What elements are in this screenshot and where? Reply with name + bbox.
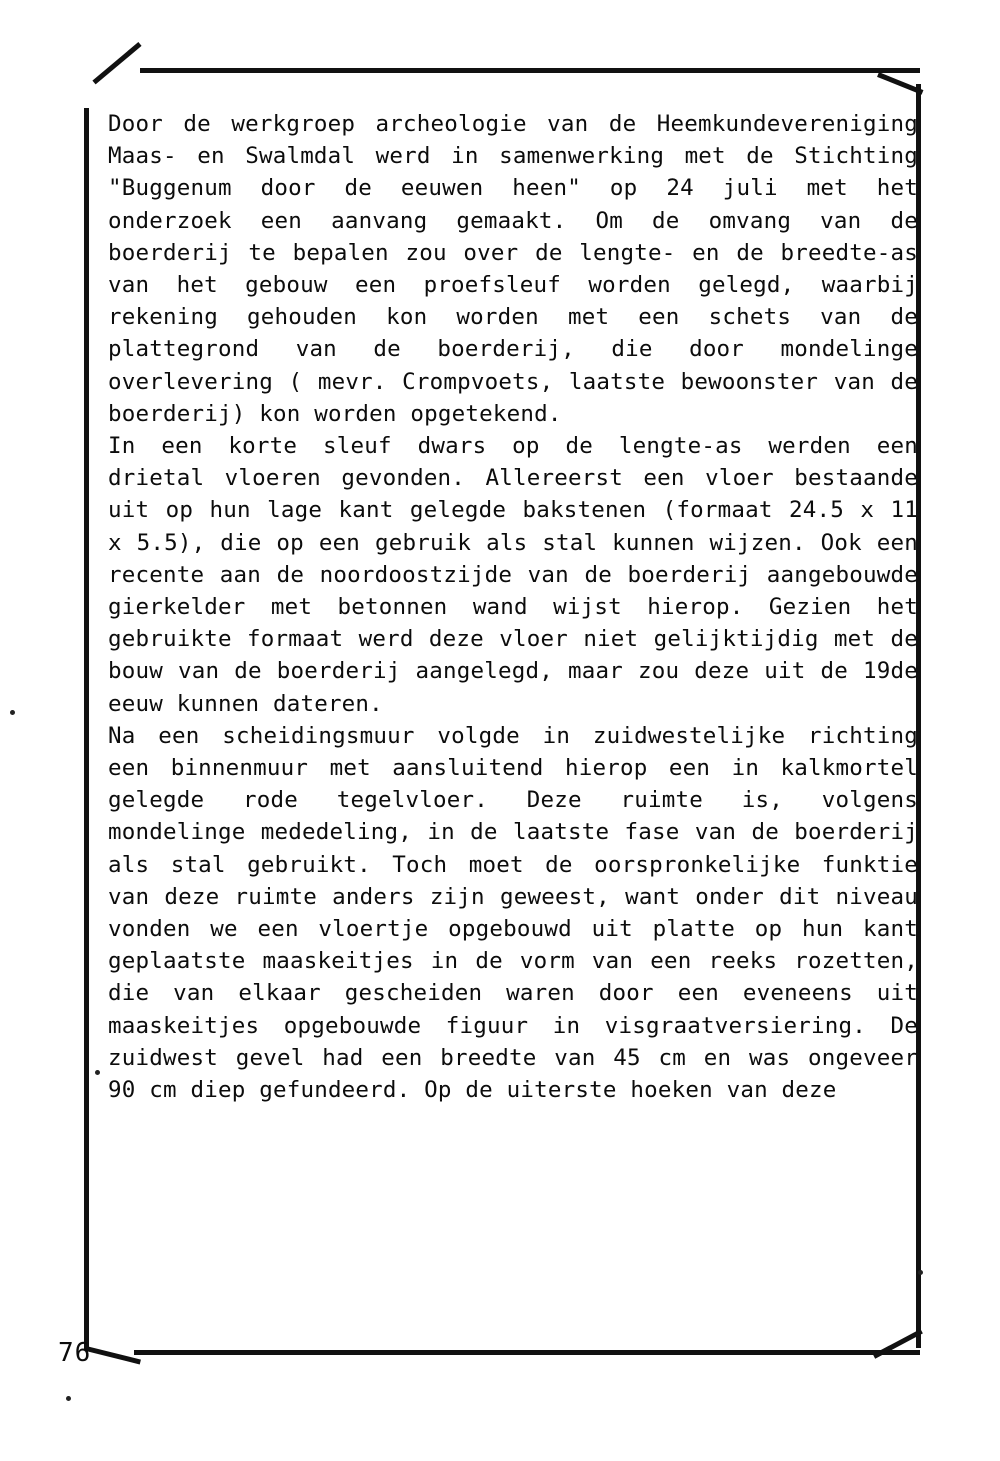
paragraph: Door de werkgroep archeologie van de Heemkundevereniging Maas- en Swalmdal werd in samenwerking met de Stichting "Buggenum door de eeuwen heen" op 24 juli met het onderzoek een aanvang gemaakt. Om de omvang van de boerderij te bepalen zou over de lengte- en de breedte-as van het gebouw een proefsleuf worden gelegd, waarbij rekening gehouden kon worden met een schets van de plattegrond van de boerderij, die door mondelinge overlevering ( mevr. Crompvoets, laatste bewoonster van de boerderij) kon worden opgetekend. — [108, 111, 918, 427]
frame-bottom-line — [134, 1350, 920, 1355]
scan-speck — [66, 1396, 71, 1401]
paragraph: Na een scheidingsmuur volgde in zuidwestelijke richting een binnenmuur met aansluitend hierop een in kalkmortel gelegde rode tegelvloer. Deze ruimte is, volgens mondelinge mededeling, in de laatste fase van de boerderij als stal gebruikt. Toch moet de oorspronkelijke funktie van deze ruimte anders zijn geweest, want onder dit niveau vonden we een vloertje opgebouwd uit platte op hun kant geplaatste maaskeitjes in de vorm van een reeks rozetten, die van elkaar gescheiden waren door een eveneens uit maaskeitjes opgebouwde figuur in visgraatversiering. De zuidwest gevel had een breedte van 45 cm en was ongeveer 90 cm diep gefundeerd. Op de uiterste hoeken van deze — [108, 722, 918, 1104]
frame-corner-bottom-left — [85, 1346, 141, 1364]
frame-left-line — [84, 108, 89, 1350]
frame-top-line — [140, 68, 920, 73]
scan-speck — [918, 1270, 923, 1275]
scan-speck — [95, 1070, 100, 1075]
page-number: 76 — [58, 1338, 92, 1368]
document-body — [108, 108, 918, 1106]
paragraph: In een korte sleuf dwars op de lengte-as werden een drietal vloeren gevonden. Allereerst een vloer bestaande uit op hun lage kant gelegde bakstenen (formaat 24.5 x 11 x 5.5), die op een gebruik als stal kunnen wijzen. Ook een recente aan de noordoostzijde van de boerderij aangebouwde gierkelder met betonnen wand wijst hierop. Gezien het gebruikte formaat werd deze vloer niet gelijktijdig met de bouw van de boerderij aangelegd, maar zou deze uit de 19de eeuw kunnen dateren. — [108, 433, 918, 717]
scan-speck — [10, 710, 15, 715]
frame-corner-top-left — [92, 42, 141, 84]
